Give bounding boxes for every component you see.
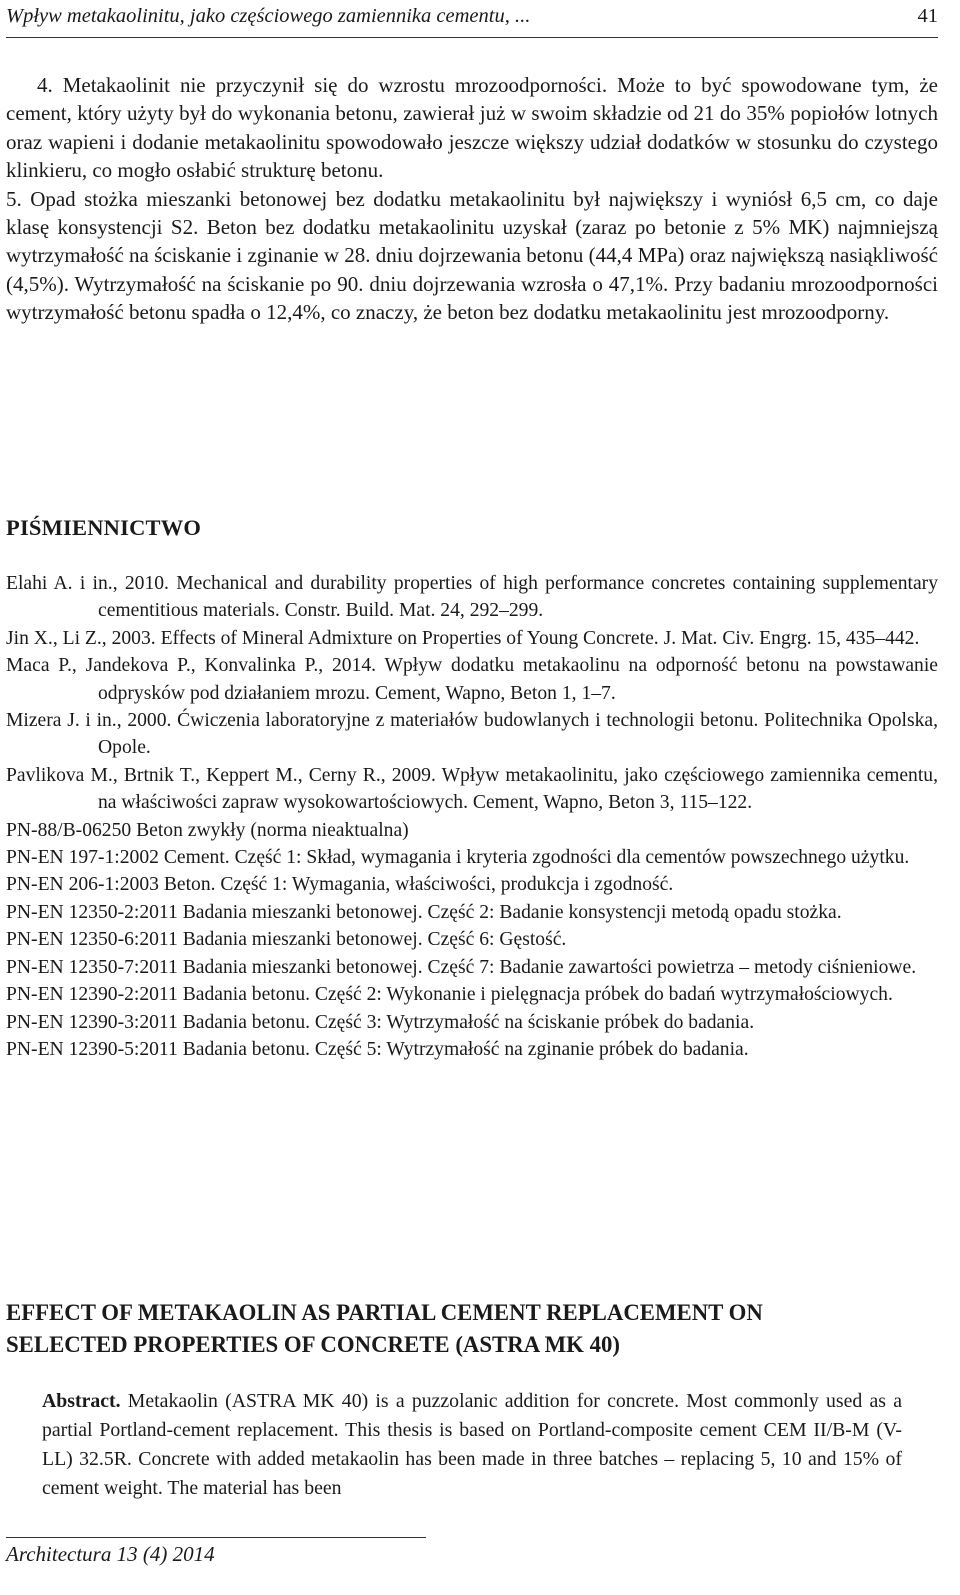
reference-item: PN-EN 12350-7:2011 Badania mieszanki betonowej. Część 7: Badanie zawartości powietrza – metody ciśnieniowe. <box>6 956 917 978</box>
reference-item: PN-EN 12390-2:2011 Badania betonu. Część 2: Wykonanie i pielęgnacja próbek do badań wytrzymałościowych. <box>6 984 893 1006</box>
abstract-label: Abstract. <box>42 1390 121 1412</box>
reference-item: Mizera J. i in., 2000. Ćwiczenia laboratoryjne z materiałów budowlanych i technologii betonu. Politechnika Opolska, Opole. <box>6 710 938 759</box>
running-title: Wpływ metakaolinitu, jako częściowego zamiennika cementu, ... <box>6 5 531 27</box>
reference-item: PN-EN 12390-3:2011 Badania betonu. Część 3: Wytrzymałość na ściskanie próbek do badania. <box>6 1011 755 1033</box>
running-header <box>6 3 938 38</box>
references-list <box>6 570 938 1063</box>
references-heading: PIŚMIENNICTWO <box>6 515 202 540</box>
reference-item: Pavlikova M., Brtnik T., Keppert M., Cerny R., 2009. Wpływ metakaolinitu, jako częściowego zamiennika cementu, na właściwości zapraw wysokowartościowych. Cement, Wapno, Beton 3, 115–122. <box>6 764 938 814</box>
reference-item: Jin X., Li Z., 2003. Effects of Mineral Admixture on Properties of Young Concrete. J. Mat. Civ. Engrg. 15, 435–442. <box>6 627 920 649</box>
conclusions-section <box>6 71 938 327</box>
footer-rule <box>6 1537 426 1538</box>
english-title-line-2: SELECTED PROPERTIES OF CONCRETE (ASTRA MK 40) <box>6 1332 620 1357</box>
abstract-paragraph <box>42 1387 902 1503</box>
abstract-text: Metakaolin (ASTRA MK 40) is a puzzolanic addition for concrete. Most commonly used as a partial Portland-cement replacement. This thesis is based on Portland-composite cement CEM II/B-M (V-LL) 32.5R. Concrete with added metakaolin has been made in three batches – replacing 5, 10 and 15% of cement weight. The material has been <box>42 1390 902 1499</box>
reference-item: PN-EN 12390-5:2011 Badania betonu. Część 5: Wytrzymałość na zginanie próbek do badania. <box>6 1038 749 1060</box>
reference-item: PN-EN 12350-6:2011 Badania mieszanki betonowej. Część 6: Gęstość. <box>6 929 567 951</box>
page-number: 41 <box>917 5 938 27</box>
english-title-line-1: EFFECT OF METAKAOLIN AS PARTIAL CEMENT REPLACEMENT ON <box>6 1300 763 1325</box>
reference-item: PN-88/B-06250 Beton zwykły (norma nieaktualna) <box>6 819 409 841</box>
conclusion-item-4: 4. Metakaolinit nie przyczynił się do wzrostu mrozoodporności. Może to być spowodowane tym, że cement, który użyty był do wykonania betonu, zawierał już w swoim składzie od 21 do 35% popiołów lotnych oraz wapieni i dodanie metakaolinitu spowodowało jeszcze większy udział dodatków w stosunku do czystego klinkieru, co mogło osłabić strukturę betonu. <box>6 73 938 183</box>
journal-citation: Architectura 13 (4) 2014 <box>6 1542 215 1566</box>
page-footer <box>6 1532 938 1592</box>
reference-item: PN-EN 206-1:2003 Beton. Część 1: Wymagania, właściwości, produkcja i zgodność. <box>6 874 674 896</box>
conclusion-item-5: 5. Opad stożka mieszanki betonowej bez dodatku metakaolinitu był największy i wyniósł 6,5 cm, co daje klasę konsystencji S2. Beton bez dodatku metakaolinitu uzyskał (zaraz po betonie z 5% MK) najmniejszą wytrzymałość na ściskanie i zginanie w 28. dniu dojrzewania betonu (44,4 MPa) oraz największą nasiąkliwość (4,5%). Wytrzymałość na ściskanie po 90. dniu dojrzewania wzrosła o 47,1%. Przy badaniu mrozoodporności wytrzymałość betonu spadła o 12,4%, co znaczy, że beton bez dodatku metakaolinitu jest mrozoodporny. <box>6 186 938 325</box>
reference-item: PN-EN 12350-2:2011 Badania mieszanki betonowej. Część 2: Badanie konsystencji metodą opadu stożka. <box>6 901 842 923</box>
english-title <box>6 1297 938 1361</box>
reference-item: Maca P., Jandekova P., Konvalinka P., 2014. Wpływ dodatku metakaolinu na odporność betonu na powstawanie odprysków pod działaniem mrozu. Cement, Wapno, Beton 1, 1–7. <box>6 655 938 704</box>
reference-item: PN-EN 197-1:2002 Cement. Część 1: Skład, wymagania i kryteria zgodności dla cementów powszechnego użytku. <box>6 847 910 869</box>
reference-item: Elahi A. i in., 2010. Mechanical and durability properties of high performance concretes containing supplementary cementitious materials. Constr. Build. Mat. 24, 292–299. <box>6 573 938 622</box>
